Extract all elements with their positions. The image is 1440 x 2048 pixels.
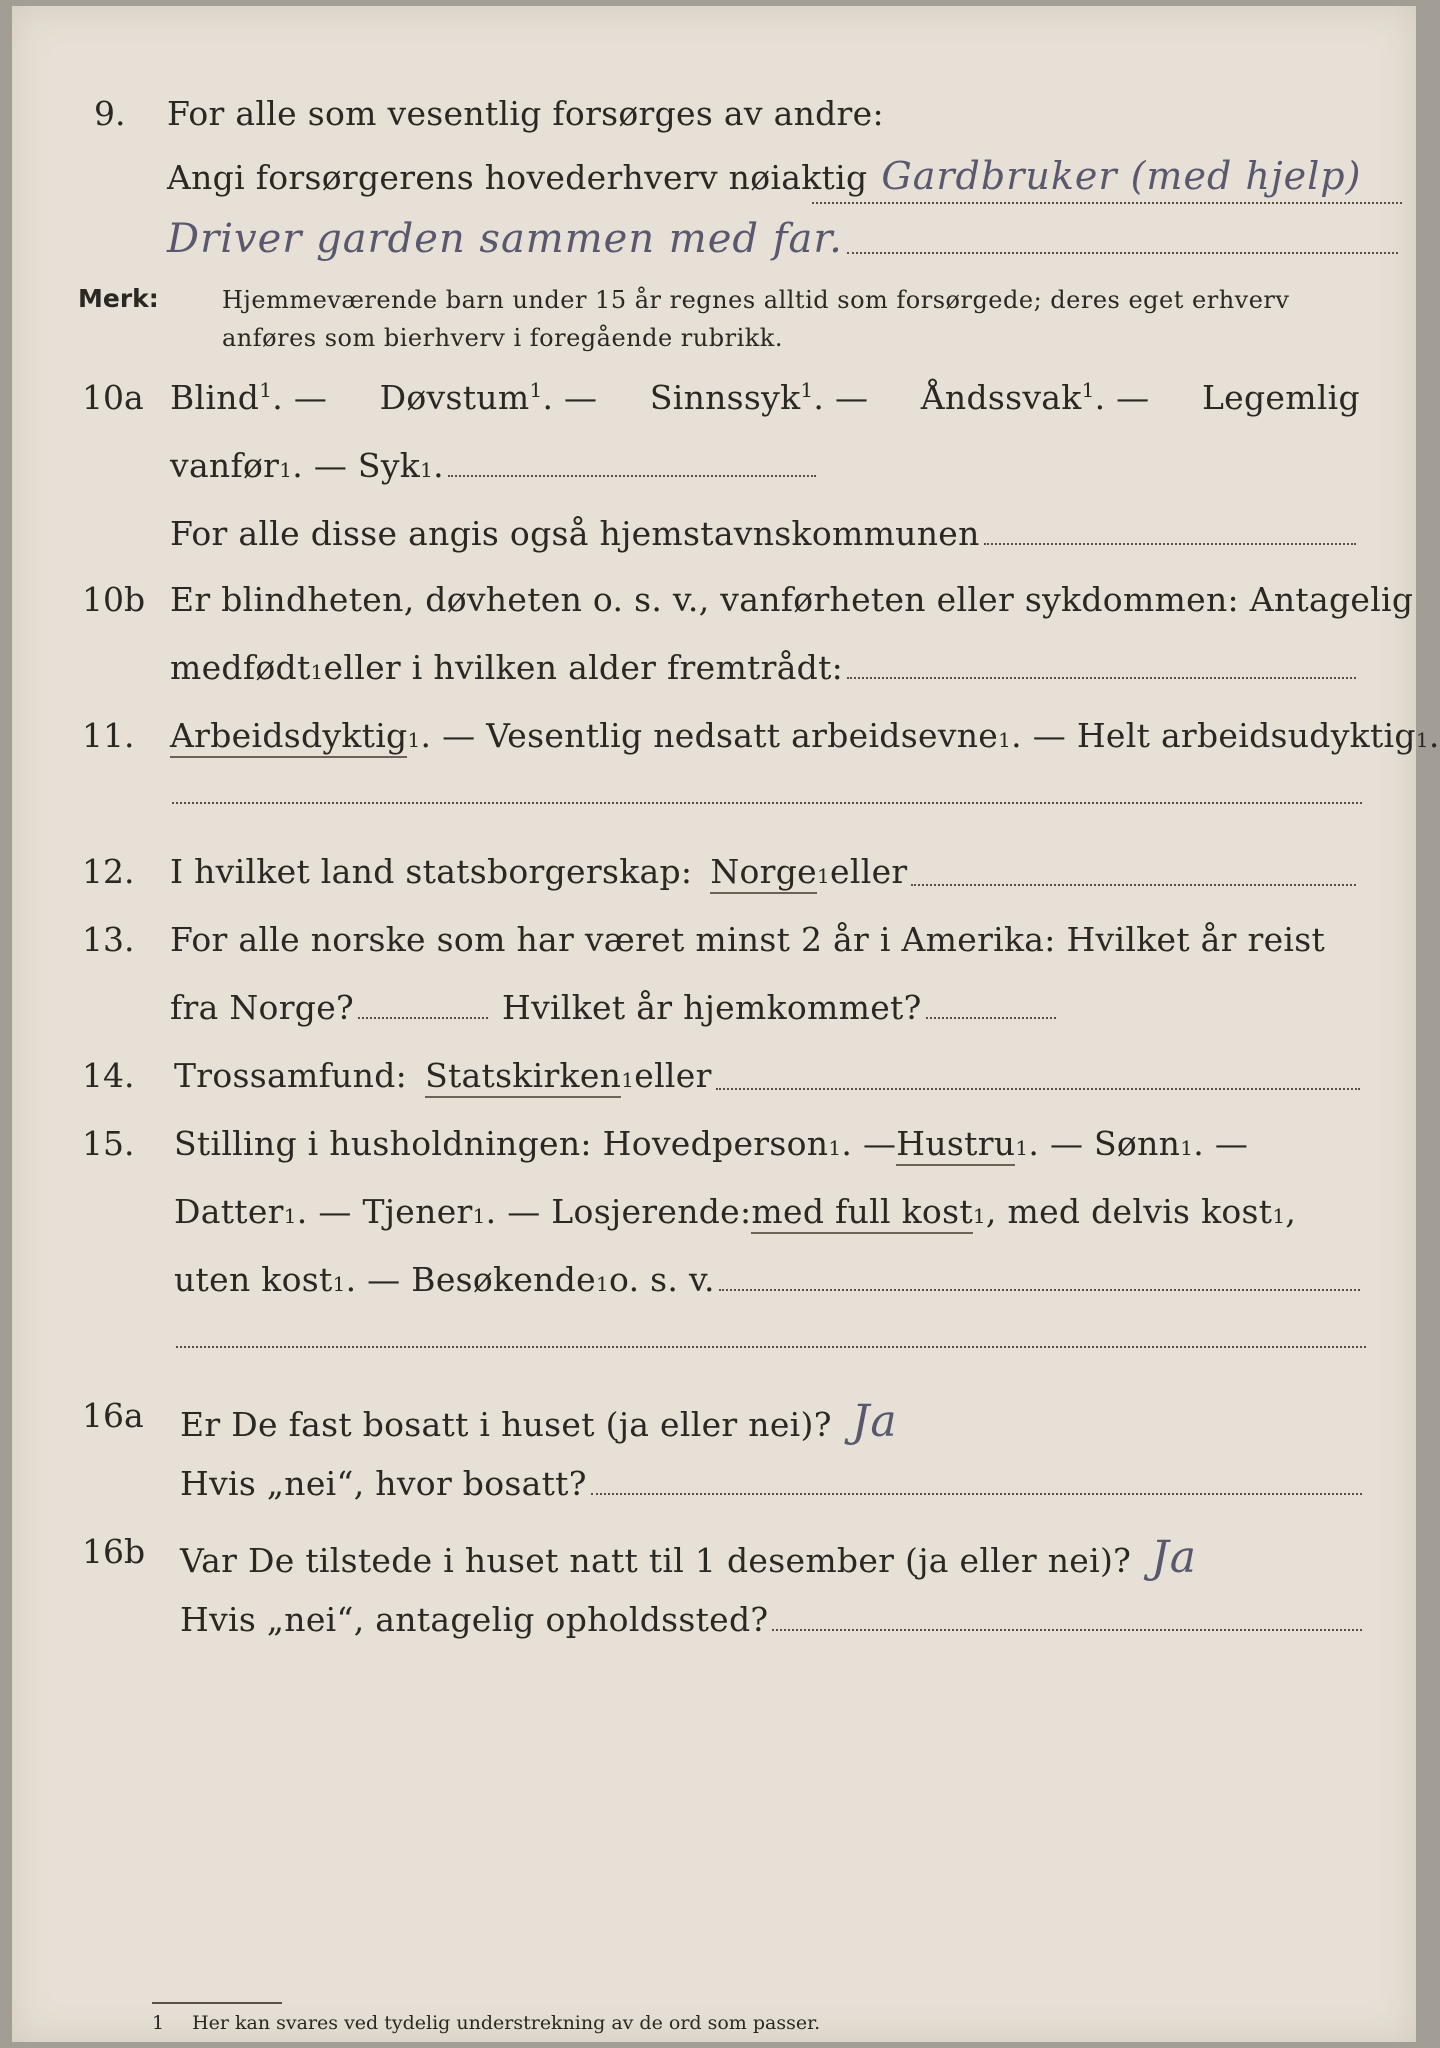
q10b-line1: Er blindheten, døvheten o. s. v., vanførheten eller sykdommen: Antagelig xyxy=(170,580,1414,619)
q11-number: 11. xyxy=(82,716,135,755)
q9-dotted-line-1 xyxy=(812,202,1402,204)
q10a-line3: For alle disse angis også hjemstavnskommunen xyxy=(170,514,1360,553)
q9-line1: For alle som vesentlig forsørges av andre: xyxy=(167,94,884,133)
q14-number: 14. xyxy=(82,1056,135,1095)
q16a-line2: Hvis „nei“, hvor bosatt? xyxy=(180,1464,1366,1503)
q15-line3: uten kost 1 . — Besøkende 1 o. s. v. xyxy=(174,1260,1364,1299)
q10b-dotted-line xyxy=(847,676,1356,679)
q16b-handwritten-answer: Ja xyxy=(1151,1532,1198,1583)
footnote-rule xyxy=(152,2002,282,2004)
q15-number: 15. xyxy=(82,1124,135,1163)
q16b-line2: Hvis „nei“, antagelig opholdssted? xyxy=(180,1600,1366,1639)
q15-line2: Datter 1 . — Tjener 1 . — Losjerende: med full kost 1 , med delvis kost 1 , xyxy=(174,1192,1296,1234)
q16b-line1: Var De tilstede i huset natt til 1 desember (ja eller nei)? Ja xyxy=(180,1532,1198,1583)
q15-dotted-line-2 xyxy=(176,1346,1366,1348)
option-andssvak: Åndssvak$^1$. — xyxy=(920,378,1150,417)
q12-number: 12. xyxy=(82,852,135,891)
q15-option-hustru-underlined: Hustru xyxy=(896,1124,1015,1166)
q10a-line2: vanfør 1 . — Syk 1 . xyxy=(170,446,820,485)
q10a-line1 xyxy=(170,378,1360,417)
footnote xyxy=(152,2012,820,2034)
merk-line2: anføres som bierhverv i foregående rubrikk. xyxy=(222,324,783,352)
q10b-line2: medfødt 1 eller i hvilken alder fremtrådt: xyxy=(170,648,1360,687)
q13-dotted-line-1 xyxy=(358,1016,488,1019)
option-blind: Blind$^1$. — xyxy=(170,378,328,417)
q9-line3 xyxy=(167,216,1402,262)
q11-dotted-line xyxy=(172,802,1362,804)
q9-number: 9. xyxy=(94,94,126,133)
q16b-number: 16b xyxy=(82,1532,146,1571)
merk-line1: Hjemmeværende barn under 15 år regnes alltid som forsørgede; deres eget erhverv xyxy=(222,286,1290,314)
q9-dotted-line-2 xyxy=(847,251,1398,254)
q14-option-statskirken-underlined: Statskirken xyxy=(425,1056,621,1098)
footnote-mark: 1 xyxy=(152,2012,165,2034)
q11-line1: Arbeidsdyktig 1 . — Vesentlig nedsatt arbeidsevne 1 . — Helt arbeidsudyktig 1 . xyxy=(170,716,1440,758)
q16a-line1: Er De fast bosatt i huset (ja eller nei)? Ja xyxy=(180,1396,898,1447)
q16a-dotted-line xyxy=(591,1492,1362,1495)
q9-line2: Angi forsørgerens hovederhverv nøiaktig Gardbruker (med hjelp) xyxy=(167,154,1362,198)
q12-dotted-line xyxy=(911,883,1356,886)
q15-dotted-line-1 xyxy=(719,1288,1360,1291)
q10a-dotted-line-2 xyxy=(984,542,1356,545)
q10b-number: 10b xyxy=(82,580,146,619)
census-form-page xyxy=(12,6,1440,2042)
q16a-handwritten-answer: Ja xyxy=(851,1396,898,1447)
q12-line: I hvilket land statsborgerskap: Norge 1 eller xyxy=(170,852,1360,894)
q11-option-arbeidsdyktig-underlined: Arbeidsdyktig xyxy=(170,716,407,758)
footnote-text: Her kan svares ved tydelig understrekning av de ord som passer. xyxy=(192,2012,821,2034)
q14-dotted-line xyxy=(716,1087,1360,1090)
q9-handwritten-answer-2: Driver garden sammen med far. xyxy=(167,216,843,262)
q9-handwritten-answer-1: Gardbruker (med hjelp) xyxy=(881,154,1362,198)
q16b-dotted-line xyxy=(772,1628,1362,1631)
option-legemlig: Legemlig xyxy=(1201,378,1360,417)
q15-line1: Stilling i husholdningen: Hovedperson 1 . — Hustru 1 . — Sønn 1 . — xyxy=(174,1124,1248,1166)
option-dovstum: Døvstum$^1$. — xyxy=(379,378,598,417)
merk-label: Merk: xyxy=(78,284,159,313)
q15-option-full-kost-underlined: med full kost xyxy=(751,1192,972,1234)
q13-number: 13. xyxy=(82,920,135,959)
option-sinnssyk: Sinnssyk$^1$. — xyxy=(649,378,869,417)
q10a-number: 10a xyxy=(82,378,144,417)
q13-line2: fra Norge? Hvilket år hjemkommet? xyxy=(170,988,1060,1027)
q16a-number: 16a xyxy=(82,1396,144,1435)
q14-line: Trossamfund: Statskirken 1 eller xyxy=(174,1056,1364,1098)
q13-line1: For alle norske som har været minst 2 år i Amerika: Hvilket år reist xyxy=(170,920,1326,959)
q12-option-norge-underlined: Norge xyxy=(710,852,817,894)
q13-dotted-line-2 xyxy=(926,1016,1056,1019)
q10a-dotted-line-1 xyxy=(448,474,816,477)
